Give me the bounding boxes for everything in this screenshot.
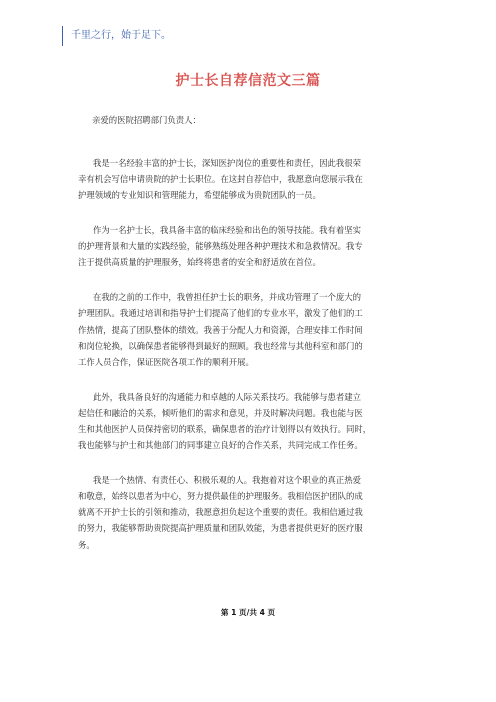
document-title: 护士长自荐信范文三篇 (175, 73, 321, 89)
paragraph-line: 作热情，提高了团队整体的绩效。我善于分配人力和资源，合理安排工作时间 (78, 324, 363, 335)
paragraph-line: 幸有机会写信申请贵院的护士长职位。在这封自荐信中，我愿意向您展示我在 (78, 174, 363, 185)
paragraph-line: 此外，我具备良好的沟通能力和卓越的人际关系技巧。我能够与患者建立 (93, 391, 361, 402)
paragraph-line: 务。 (78, 539, 95, 550)
paragraph-line: 护理团队。我通过培训和指导护士们提高了他们的专业水平，激发了他们的工 (78, 308, 363, 319)
paragraph-line: 的护理背景和大量的实践经验，能够熟练处理各种护理技术和急救情况。我专 (78, 241, 363, 252)
salutation: 亲爱的医院招聘部门负责人： (92, 115, 201, 125)
paragraph-line: 我是一名经验丰富的护士长，深知医护岗位的重要性和责任，因此我很荣 (93, 158, 361, 168)
paragraph-line: 的努力，我能够帮助贵院提高护理质量和团队效能，为患者提供更好的医疗服 (78, 523, 363, 534)
paragraph-line: 我是一个热情、有责任心、积极乐观的人。我抱着对这个职业的真正热爱 (93, 474, 361, 485)
paragraph-line: 作为一名护士长，我具备丰富的临床经验和出色的领导技能。我有着坚实 (93, 225, 361, 236)
paragraph-line: 和敬意，始终以患者为中心，努力提供最佳的护理服务。我相信医护团队的成 (78, 491, 363, 501)
document-body (78, 113, 428, 571)
header-motto: 千里之行，始于足下。 (62, 26, 171, 46)
paragraph-line: 在我的之前的工作中，我曾担任护士长的职务，并成功管理了一个庞大的 (93, 292, 361, 303)
paragraph-line: 我也能够与护士和其他部门的同事建立良好的合作关系，共同完成工作任务。 (78, 440, 363, 451)
paragraph (78, 222, 428, 271)
paragraph-line: 护理领域的专业知识和管理能力，希望能够成为贵院团队的一员。 (78, 190, 321, 201)
paragraph (78, 472, 428, 553)
paragraph-line: 生和其他医护人员保持密切的联系，确保患者的治疗计划得以有效执行。同时， (78, 423, 372, 434)
page-number: 第 1 页/共 4 页 (220, 608, 276, 617)
paragraph-line: 就离不开护士长的引领和推动，我愿意担负起这个重要的责任。我相信通过我 (78, 507, 363, 518)
paragraph (78, 155, 428, 204)
paragraph-line: 和岗位轮换，以确保患者能够得到最好的照顾。我也经常与其他科室和部门的 (78, 340, 363, 351)
paragraph-line: 工作人员合作，保证医院各项工作的顺利开展。 (78, 356, 254, 367)
paragraph (78, 289, 428, 370)
paragraph-line: 注于提供高质量的护理服务，始终将患者的安全和舒适放在首位。 (78, 257, 321, 268)
paragraph-line: 起信任和融洽的关系，倾听他们的需求和意见，并及时解决问题。我也能与医 (78, 407, 363, 418)
paragraph (78, 389, 428, 454)
paragraphs (78, 155, 428, 553)
